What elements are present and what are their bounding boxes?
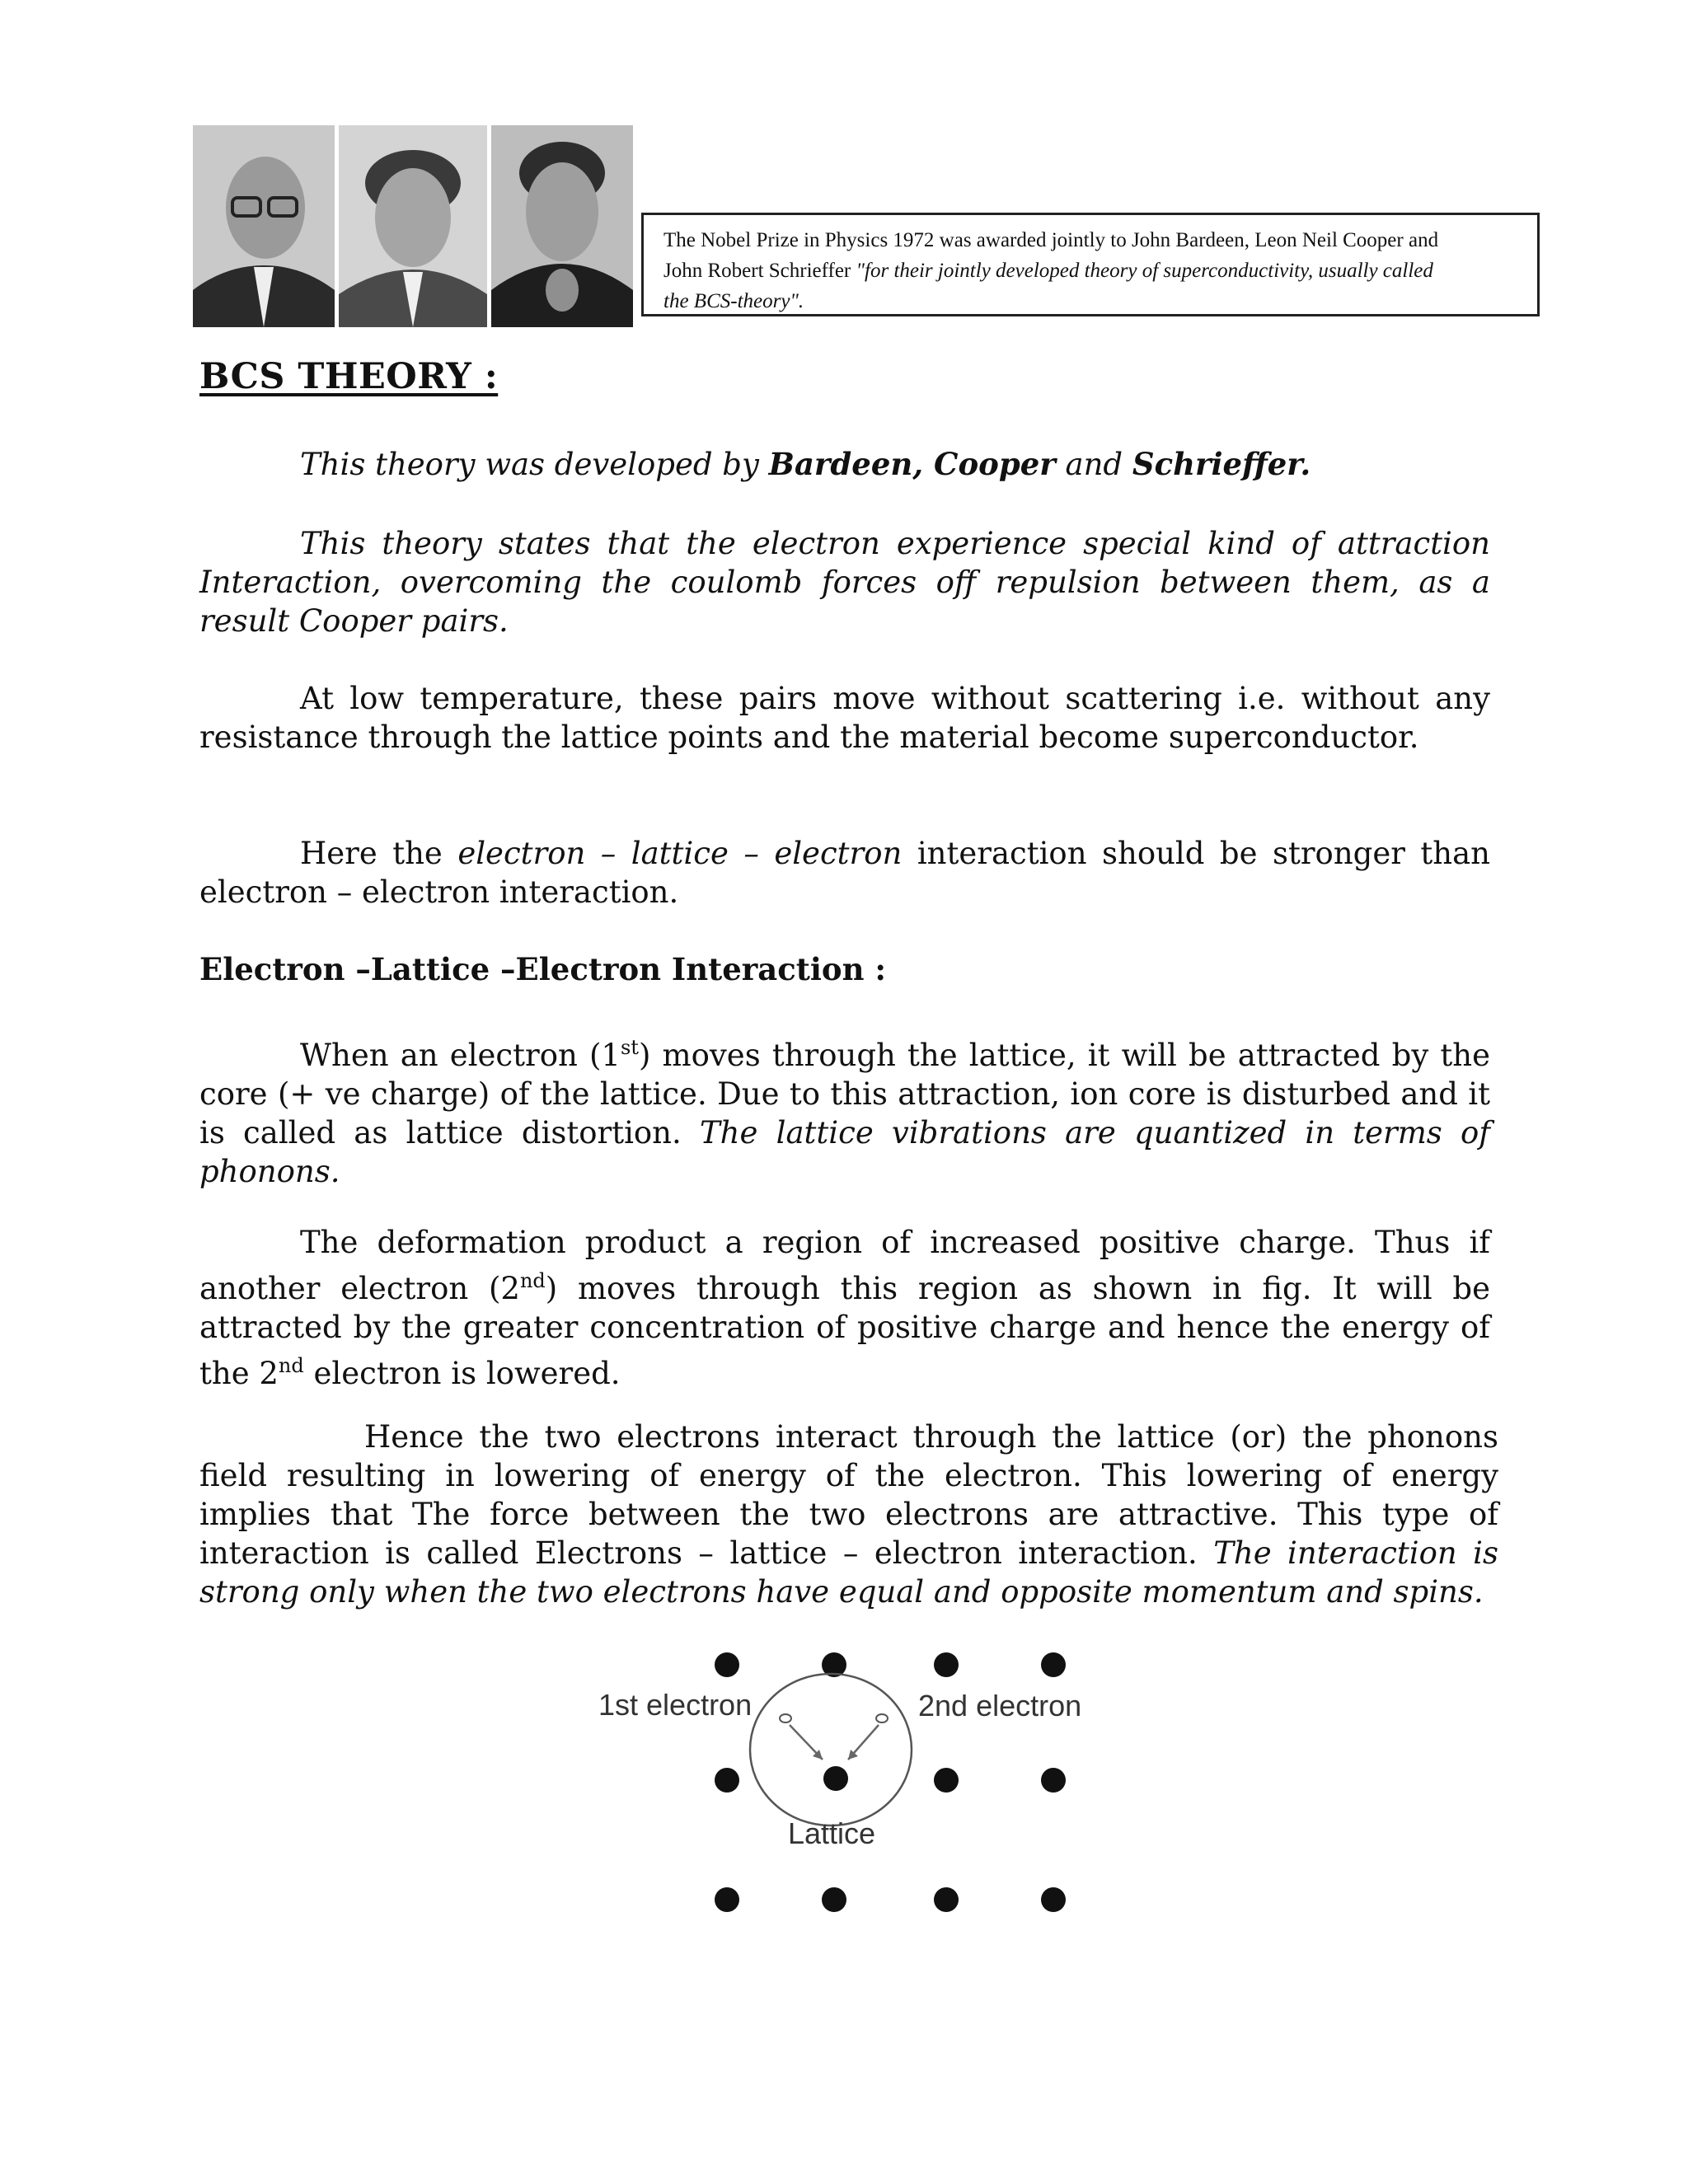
portrait-image bbox=[339, 125, 487, 327]
lattice-label: Lattice bbox=[788, 1816, 876, 1850]
lattice-ion bbox=[715, 1652, 739, 1677]
paragraph-first-electron bbox=[199, 1029, 1490, 1191]
second-electron-label: 2nd electron bbox=[918, 1689, 1082, 1722]
lattice-ion bbox=[822, 1887, 846, 1912]
caption-line-1: The Nobel Prize in Physics 1972 was awarded jointly to John Bardeen, Leon Neil Cooper and bbox=[663, 229, 1439, 251]
lattice-ion bbox=[1041, 1887, 1066, 1912]
paragraph-conclusion bbox=[199, 1418, 1498, 1611]
text-span: Hence the two electrons interact through the lattice (or) the phonons field resulting in lowering of energy of the electron. This lowering of energy implies that The force between the two electrons are attractive. This type of interaction is called Electrons – lattice – electron interaction. bbox=[199, 1419, 1498, 1571]
lattice-diagram bbox=[577, 1636, 1121, 1941]
portrait-cooper bbox=[339, 125, 487, 327]
caption-line-2: John Robert Schrieffer bbox=[663, 260, 856, 282]
text-span: When an electron (1 bbox=[300, 1038, 621, 1073]
lattice-ion bbox=[823, 1766, 848, 1791]
lattice-ion bbox=[934, 1887, 959, 1912]
paragraph-low-temperature: At low temperature, these pairs move without scattering i.e. without any resistance through the lattice points and the material become superconductor. bbox=[199, 681, 1490, 755]
lattice-ion bbox=[715, 1768, 739, 1793]
page-title: BCS THEORY : bbox=[199, 356, 499, 397]
text-span: The deformation product a region of increased positive charge. Thus if another electron (2 bbox=[199, 1225, 1490, 1306]
lattice-ion bbox=[934, 1652, 959, 1677]
paragraph-interaction-strength bbox=[199, 834, 1490, 912]
text-span: This theory states that the electron experience special kind of attraction Interaction, overcoming the coulomb forces off repulsion between them, as a result Cooper pairs. bbox=[199, 526, 1490, 639]
paragraph-second-electron bbox=[199, 1223, 1490, 1393]
caption-quote-end: the BCS-theory". bbox=[663, 290, 804, 312]
text-span: The lattice vibrations are quantized in terms of phonons. bbox=[199, 1115, 1490, 1189]
lattice-ion bbox=[1041, 1652, 1066, 1677]
text-span: Bardeen, Cooper bbox=[768, 446, 1056, 482]
text-span: and bbox=[1055, 447, 1132, 482]
text-span: Here the bbox=[300, 836, 458, 871]
portrait-image bbox=[491, 125, 633, 327]
text-span: Schrieffer. bbox=[1132, 446, 1311, 482]
lattice-diagram-svg bbox=[577, 1636, 1121, 1941]
nobel-prize-caption bbox=[641, 213, 1540, 316]
portrait-image bbox=[193, 125, 335, 327]
superscript: nd bbox=[519, 1269, 546, 1292]
text-span: ) moves through this region as shown in fig. It will be attracted by the greater concentration of positive charge and hence the energy of the 2 bbox=[199, 1271, 1490, 1391]
portrait-bardeen bbox=[193, 125, 335, 327]
superscript: st bbox=[620, 1036, 639, 1059]
text-span: interaction should be stronger than electron – electron interaction. bbox=[199, 836, 1490, 910]
caption-quote: "for their jointly developed theory of superconductivity, usually called bbox=[856, 260, 1433, 282]
text-span: The interaction is strong only when the two electrons have equal and opposite momentum and spins. bbox=[199, 1535, 1498, 1610]
first-electron-label: 1st electron bbox=[598, 1688, 753, 1722]
text-span: electron – lattice – electron bbox=[457, 836, 903, 871]
first-electron-marker bbox=[780, 1714, 791, 1722]
text-span: This theory was developed by bbox=[300, 447, 769, 482]
distortion-region bbox=[750, 1674, 912, 1825]
second-electron-marker bbox=[876, 1714, 888, 1722]
lattice-ion bbox=[934, 1768, 959, 1793]
superscript: nd bbox=[278, 1354, 304, 1377]
lattice-ion bbox=[1041, 1768, 1066, 1793]
paragraph-developers bbox=[199, 445, 1490, 484]
text-span: electron is lowered. bbox=[303, 1356, 621, 1391]
text-span: ) moves through the lattice, it will be attracted by the core (+ ve charge) of the lattice. Due to this attraction, ion core is disturbed and it is called as lattice distortion. bbox=[199, 1038, 1490, 1151]
paragraph-attraction bbox=[199, 524, 1490, 640]
lattice-ion bbox=[715, 1887, 739, 1912]
portrait-schrieffer bbox=[491, 125, 633, 327]
section-heading: Electron –Lattice –Electron Interaction : bbox=[199, 951, 887, 987]
